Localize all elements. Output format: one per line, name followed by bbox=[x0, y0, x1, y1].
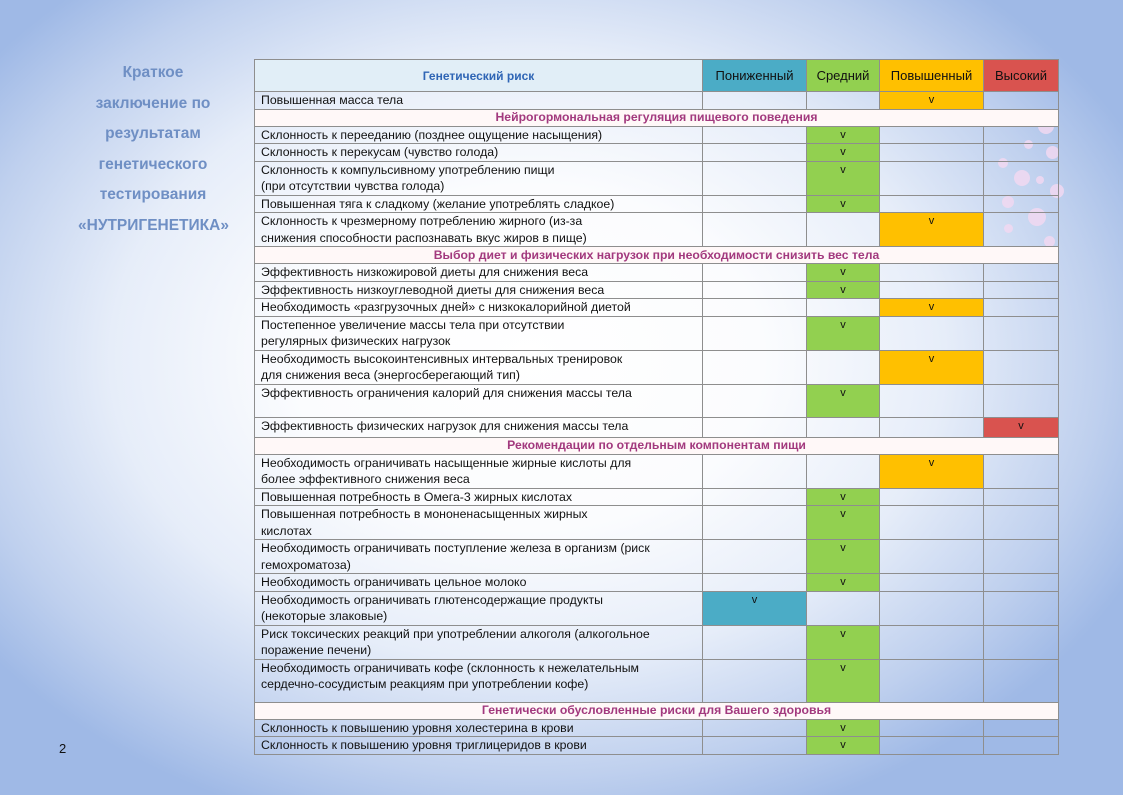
risk-cell-elevated bbox=[880, 506, 984, 540]
risk-cell-elevated bbox=[880, 719, 984, 737]
risk-cell-medium: v bbox=[807, 540, 880, 574]
risk-cell-elevated: v bbox=[880, 213, 984, 247]
risk-cell-high bbox=[984, 213, 1059, 247]
risk-cell-elevated bbox=[880, 126, 984, 144]
header-low: Пониженный bbox=[703, 60, 807, 92]
risk-cell-low bbox=[703, 625, 807, 659]
risk-cell-medium bbox=[807, 92, 880, 110]
risk-cell-high bbox=[984, 659, 1059, 702]
risk-cell-low bbox=[703, 574, 807, 592]
risk-label: Склонность к повышению уровня холестерина в крови bbox=[255, 719, 703, 737]
risk-label: Необходимость ограничивать поступление железа в организм (риск гемохроматоза) bbox=[255, 540, 703, 574]
table-row bbox=[255, 281, 1059, 299]
risk-cell-low bbox=[703, 737, 807, 755]
table-body bbox=[255, 92, 1059, 755]
risk-cell-medium bbox=[807, 417, 880, 437]
risk-cell-high bbox=[984, 719, 1059, 737]
risk-cell-medium: v bbox=[807, 126, 880, 144]
risk-cell-high bbox=[984, 144, 1059, 162]
risk-cell-elevated: v bbox=[880, 350, 984, 384]
risk-cell-high bbox=[984, 506, 1059, 540]
risk-cell-low bbox=[703, 213, 807, 247]
risk-cell-low bbox=[703, 488, 807, 506]
risk-cell-elevated: v bbox=[880, 454, 984, 488]
risk-label: Повышенная масса тела bbox=[255, 92, 703, 110]
risk-cell-high bbox=[984, 281, 1059, 299]
risk-cell-low bbox=[703, 161, 807, 195]
risk-cell-low bbox=[703, 506, 807, 540]
risk-cell-medium: v bbox=[807, 195, 880, 213]
risk-cell-high bbox=[984, 264, 1059, 282]
risk-label: Повышенная потребность в мононенасыщенных жирных кислотах bbox=[255, 506, 703, 540]
table-row bbox=[255, 659, 1059, 702]
risk-cell-low bbox=[703, 281, 807, 299]
risk-cell-low: v bbox=[703, 591, 807, 625]
risk-label: Риск токсических реакций при употреблении алкоголя (алкогольное поражение печени) bbox=[255, 625, 703, 659]
table-row bbox=[255, 488, 1059, 506]
risk-cell-medium: v bbox=[807, 264, 880, 282]
risk-cell-low bbox=[703, 299, 807, 317]
risk-cell-elevated bbox=[880, 625, 984, 659]
risk-label: Эффективность ограничения калорий для снижения массы тела bbox=[255, 384, 703, 417]
risk-label: Необходимость ограничивать кофе (склонность к нежелательным сердечно-сосудистым реакциям при употреблении кофе) bbox=[255, 659, 703, 702]
risk-cell-medium: v bbox=[807, 506, 880, 540]
table-row bbox=[255, 144, 1059, 162]
risk-cell-elevated bbox=[880, 659, 984, 702]
risk-cell-medium: v bbox=[807, 719, 880, 737]
section-title: Выбор диет и физических нагрузок при необходимости снизить вес тела bbox=[255, 247, 1059, 264]
risk-cell-high bbox=[984, 540, 1059, 574]
risk-cell-low bbox=[703, 195, 807, 213]
risk-cell-low bbox=[703, 540, 807, 574]
table-row bbox=[255, 92, 1059, 110]
risk-cell-medium: v bbox=[807, 737, 880, 755]
table-row bbox=[255, 737, 1059, 755]
risk-cell-low bbox=[703, 417, 807, 437]
risk-cell-high bbox=[984, 574, 1059, 592]
risk-cell-medium: v bbox=[807, 161, 880, 195]
risk-cell-elevated bbox=[880, 264, 984, 282]
risk-label: Склонность к компульсивному употреблению пищи (при отсутствии чувства голода) bbox=[255, 161, 703, 195]
section-row bbox=[255, 109, 1059, 126]
risk-label: Повышенная тяга к сладкому (желание употреблять сладкое) bbox=[255, 195, 703, 213]
risk-cell-medium bbox=[807, 591, 880, 625]
risk-cell-medium: v bbox=[807, 316, 880, 350]
table-row bbox=[255, 299, 1059, 317]
risk-label: Необходимость ограничивать насыщенные жирные кислоты для более эффективного снижения веса bbox=[255, 454, 703, 488]
table-row bbox=[255, 591, 1059, 625]
risk-cell-medium: v bbox=[807, 488, 880, 506]
risk-cell-medium: v bbox=[807, 384, 880, 417]
risk-cell-elevated bbox=[880, 488, 984, 506]
risk-cell-medium: v bbox=[807, 281, 880, 299]
risk-cell-elevated bbox=[880, 281, 984, 299]
risk-cell-elevated bbox=[880, 591, 984, 625]
risk-cell-low bbox=[703, 144, 807, 162]
risk-cell-medium bbox=[807, 213, 880, 247]
summary-title: Краткое заключение по результатам генетического тестирования «НУТРИГЕНЕТИКА» bbox=[78, 64, 229, 234]
header-high: Высокий bbox=[984, 60, 1059, 92]
risk-cell-elevated bbox=[880, 195, 984, 213]
header-genetic-risk: Генетический риск bbox=[255, 60, 703, 92]
risk-cell-low bbox=[703, 719, 807, 737]
table-row bbox=[255, 506, 1059, 540]
risk-cell-high bbox=[984, 488, 1059, 506]
risk-cell-elevated bbox=[880, 384, 984, 417]
table-row bbox=[255, 625, 1059, 659]
risk-cell-low bbox=[703, 316, 807, 350]
risk-cell-elevated bbox=[880, 161, 984, 195]
risk-cell-high bbox=[984, 454, 1059, 488]
risk-cell-high bbox=[984, 737, 1059, 755]
risk-cell-medium bbox=[807, 350, 880, 384]
risk-cell-low bbox=[703, 454, 807, 488]
risk-label: Склонность к перееданию (позднее ощущение насыщения) bbox=[255, 126, 703, 144]
risk-cell-medium: v bbox=[807, 659, 880, 702]
risk-cell-medium: v bbox=[807, 574, 880, 592]
risk-label: Склонность к чрезмерному потреблению жирного (из-за снижения способности распознавать вкус жиров в пище) bbox=[255, 213, 703, 247]
genetic-risk-table bbox=[254, 59, 1059, 755]
risk-cell-low bbox=[703, 92, 807, 110]
risk-cell-elevated bbox=[880, 316, 984, 350]
table-row bbox=[255, 126, 1059, 144]
risk-label: Эффективность низкоуглеводной диеты для снижения веса bbox=[255, 281, 703, 299]
risk-cell-elevated bbox=[880, 417, 984, 437]
risk-cell-elevated bbox=[880, 574, 984, 592]
page-number: 2 bbox=[59, 741, 67, 756]
risk-cell-high bbox=[984, 92, 1059, 110]
risk-cell-low bbox=[703, 350, 807, 384]
risk-cell-high bbox=[984, 299, 1059, 317]
table-row bbox=[255, 161, 1059, 195]
risk-cell-medium: v bbox=[807, 144, 880, 162]
risk-label: Необходимость ограничивать глютенсодержащие продукты (некоторые злаковые) bbox=[255, 591, 703, 625]
risk-label: Эффективность низкожировой диеты для снижения веса bbox=[255, 264, 703, 282]
risk-cell-high bbox=[984, 316, 1059, 350]
risk-cell-elevated: v bbox=[880, 299, 984, 317]
risk-cell-medium bbox=[807, 299, 880, 317]
table-row bbox=[255, 540, 1059, 574]
risk-cell-high bbox=[984, 384, 1059, 417]
header-elevated: Повышенный bbox=[880, 60, 984, 92]
risk-label: Необходимость высокоинтенсивных интервальных тренировок для снижения веса (энергосберегающий тип) bbox=[255, 350, 703, 384]
risk-label: Постепенное увеличение массы тела при отсутствии регулярных физических нагрузок bbox=[255, 316, 703, 350]
risk-cell-high: v bbox=[984, 417, 1059, 437]
risk-cell-elevated bbox=[880, 737, 984, 755]
table-row bbox=[255, 195, 1059, 213]
table-row bbox=[255, 350, 1059, 384]
table-row bbox=[255, 264, 1059, 282]
table-header-row bbox=[255, 60, 1059, 92]
risk-label: Необходимость ограничивать цельное молоко bbox=[255, 574, 703, 592]
section-title: Генетически обусловленные риски для Вашего здоровья bbox=[255, 702, 1059, 719]
risk-cell-elevated bbox=[880, 144, 984, 162]
risk-cell-medium bbox=[807, 454, 880, 488]
risk-cell-high bbox=[984, 126, 1059, 144]
risk-cell-high bbox=[984, 591, 1059, 625]
risk-label: Эффективность физических нагрузок для снижения массы тела bbox=[255, 417, 703, 437]
risk-cell-high bbox=[984, 195, 1059, 213]
risk-cell-high bbox=[984, 161, 1059, 195]
header-medium: Средний bbox=[807, 60, 880, 92]
risk-cell-medium: v bbox=[807, 625, 880, 659]
table-row bbox=[255, 316, 1059, 350]
risk-label: Необходимость «разгрузочных дней» с низкокалорийной диетой bbox=[255, 299, 703, 317]
risk-cell-low bbox=[703, 659, 807, 702]
table-row bbox=[255, 719, 1059, 737]
risk-cell-high bbox=[984, 625, 1059, 659]
table-row bbox=[255, 213, 1059, 247]
risk-cell-high bbox=[984, 350, 1059, 384]
risk-label: Склонность к повышению уровня триглицеридов в крови bbox=[255, 737, 703, 755]
risk-cell-elevated bbox=[880, 540, 984, 574]
section-title: Нейрогормональная регуляция пищевого поведения bbox=[255, 109, 1059, 126]
risk-label: Склонность к перекусам (чувство голода) bbox=[255, 144, 703, 162]
table-row bbox=[255, 454, 1059, 488]
table-row bbox=[255, 417, 1059, 437]
section-title: Рекомендации по отдельным компонентам пищи bbox=[255, 437, 1059, 454]
risk-cell-low bbox=[703, 126, 807, 144]
risk-cell-low bbox=[703, 384, 807, 417]
section-row bbox=[255, 702, 1059, 719]
section-row bbox=[255, 437, 1059, 454]
risk-label: Повышенная потребность в Омега-3 жирных кислотах bbox=[255, 488, 703, 506]
table-row bbox=[255, 574, 1059, 592]
risk-cell-low bbox=[703, 264, 807, 282]
risk-cell-elevated: v bbox=[880, 92, 984, 110]
section-row bbox=[255, 247, 1059, 264]
table-row bbox=[255, 384, 1059, 417]
